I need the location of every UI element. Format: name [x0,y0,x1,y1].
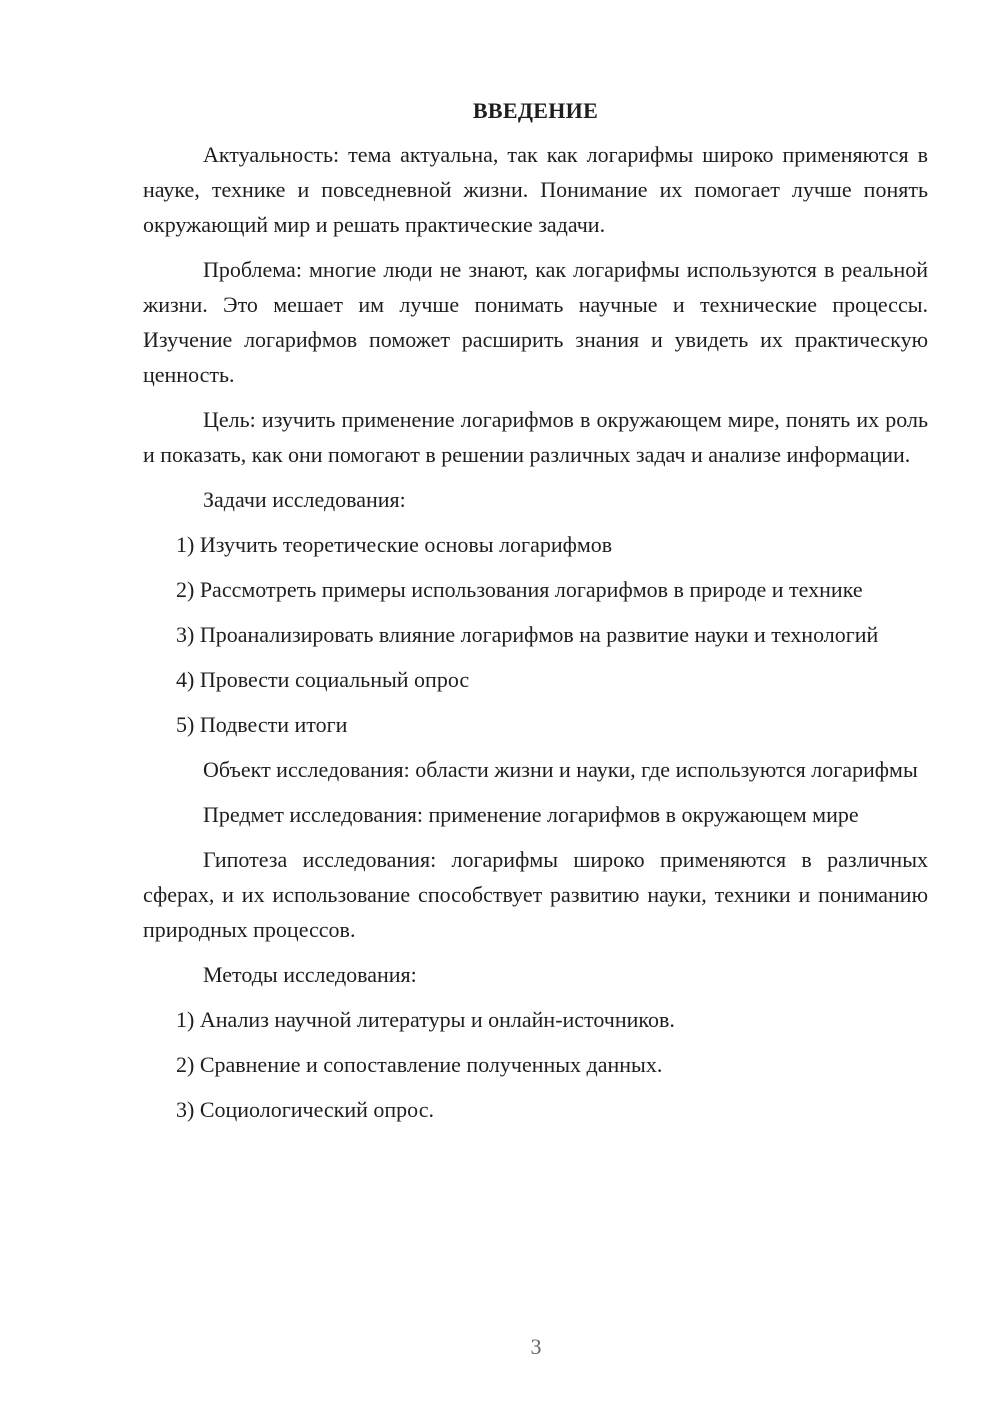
method-item-3: 3) Социологический опрос. [176,1097,434,1122]
goal-paragraph: Цель: изучить применение логарифмов в окружающем мире, понять их роль и показать, как они помогают в решении различных задач и анализе информации. [143,407,928,467]
problem-paragraph: Проблема: многие люди не знают, как логарифмы используются в реальной жизни. Это мешает им лучше понимать научные и технические процессы. Изучение логарифмов поможет расширить знания и увидеть их практическую ценность. [143,257,928,387]
relevance-paragraph: Актуальность: тема актуальна, так как логарифмы широко применяются в науке, технике и повседневной жизни. Понимание их помогает лучше понять окружающий мир и решать практические задачи. [143,142,928,237]
page-content [143,93,928,1137]
hypothesis-paragraph: Гипотеза исследования: логарифмы широко применяются в различных сферах, и их использование способствует развитию науки, техники и пониманию природных процессов. [143,847,928,942]
methods-heading: Методы исследования: [203,962,417,987]
task-item-2: 2) Рассмотреть примеры использования логарифмов в природе и технике [176,577,863,602]
subject-paragraph: Предмет исследования: применение логарифмов в окружающем мире [203,802,859,827]
task-item-3: 3) Проанализировать влияние логарифмов на развитие науки и технологий [176,622,879,647]
page-number: 3 [530,1334,542,1359]
section-title: ВВЕДЕНИЕ [472,98,599,123]
method-item-1: 1) Анализ научной литературы и онлайн-источников. [176,1007,675,1032]
method-item-2: 2) Сравнение и сопоставление полученных данных. [176,1052,663,1077]
object-paragraph: Объект исследования: области жизни и науки, где используются логарифмы [203,757,918,782]
task-item-5: 5) Подвести итоги [176,712,348,737]
task-item-1: 1) Изучить теоретические основы логарифмов [176,532,613,557]
task-item-4: 4) Провести социальный опрос [176,667,470,692]
tasks-heading: Задачи исследования: [203,487,406,512]
